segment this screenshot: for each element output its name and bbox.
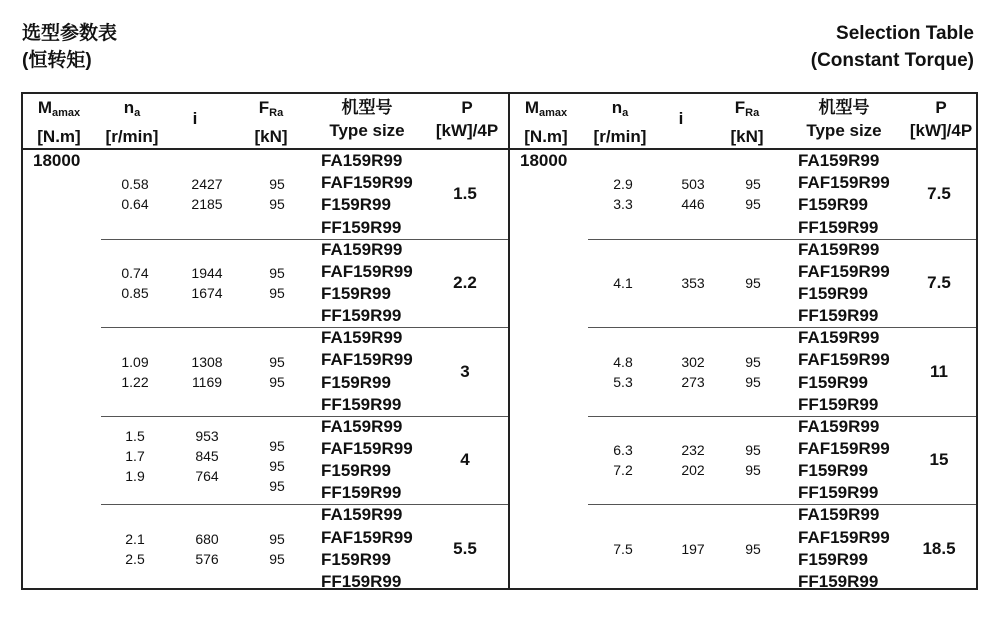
type-size-list <box>321 327 413 416</box>
type-size: F159R99 <box>798 195 868 215</box>
type-size: F159R99 <box>798 461 868 481</box>
col-i-values <box>185 426 229 486</box>
i-value: 1308 <box>191 353 223 370</box>
power-value: 7.5 <box>927 184 951 204</box>
type-size-list <box>321 504 413 593</box>
m-unit: [N.m] <box>37 127 81 146</box>
f-value: 95 <box>269 373 285 390</box>
col-n-values <box>113 174 157 214</box>
n-value: 4.8 <box>613 353 633 370</box>
center-divider <box>508 94 510 588</box>
type-size: FAF159R99 <box>321 261 413 281</box>
n-value: 5.3 <box>613 373 633 390</box>
type-size: FAF159R99 <box>798 261 890 281</box>
n-value: 1.9 <box>125 468 145 485</box>
type-size: FF159R99 <box>798 394 879 414</box>
type-size: FA159R99 <box>798 328 880 348</box>
group-separator <box>588 416 976 417</box>
f-value: 95 <box>745 540 761 557</box>
n-unit: [r/min] <box>593 127 647 146</box>
power-value: 11 <box>930 361 948 381</box>
type-size-list <box>321 239 413 328</box>
col-i-values <box>671 273 715 293</box>
type-size: FF159R99 <box>798 572 879 591</box>
col-f-values <box>255 436 299 496</box>
col-i-values <box>671 174 715 214</box>
i-value: 197 <box>681 540 705 557</box>
i-value: 953 <box>195 428 219 445</box>
f-value: 95 <box>269 478 285 495</box>
type-size: FF159R99 <box>321 394 402 414</box>
type-cn: 机型号 <box>818 98 870 117</box>
power-value: 3 <box>460 361 470 381</box>
i-value: 1169 <box>191 373 223 390</box>
group-separator <box>101 504 508 505</box>
type-size: FA159R99 <box>798 239 880 259</box>
n-value: 2.9 <box>613 176 633 193</box>
n-value: 0.85 <box>121 284 149 301</box>
m-symbol: M <box>524 98 540 117</box>
col-i-values <box>185 529 229 569</box>
type-size: FA159R99 <box>321 151 403 170</box>
type-size-list <box>321 416 413 505</box>
f-value: 95 <box>269 196 285 213</box>
power-value: 15 <box>929 450 949 470</box>
col-n-values <box>113 529 157 569</box>
n-symbol: n <box>123 98 135 117</box>
type-size: F159R99 <box>321 372 391 392</box>
power-value: 4 <box>460 450 470 470</box>
i-value: 680 <box>195 530 219 547</box>
n-value: 1.7 <box>125 448 145 465</box>
i-value: 232 <box>681 442 705 459</box>
i-value: 2185 <box>191 196 223 213</box>
col-header-p <box>901 96 981 142</box>
title-cn-line1: 选型参数表 <box>22 23 118 44</box>
type-size-list <box>798 327 890 416</box>
col-n-values <box>113 352 157 392</box>
col-f-values <box>731 352 775 392</box>
type-size: FAF159R99 <box>798 173 890 193</box>
f-value: 95 <box>269 438 285 455</box>
group-separator <box>588 327 976 328</box>
title-chinese <box>22 20 117 74</box>
col-i-values <box>185 174 229 214</box>
type-size: FAF159R99 <box>321 350 413 370</box>
title-cn-line2: (恒转矩) <box>22 50 92 71</box>
f-value: 95 <box>269 458 285 475</box>
i-value: 503 <box>681 176 705 193</box>
m-unit: [N.m] <box>524 127 568 146</box>
f-value: 95 <box>269 550 285 567</box>
n-value: 0.64 <box>121 196 149 213</box>
type-en: Type size <box>329 121 405 140</box>
type-en: Type size <box>806 121 882 140</box>
n-subscript: a <box>622 107 629 119</box>
col-header-n <box>97 96 167 148</box>
group-separator <box>101 416 508 417</box>
type-size-list <box>321 150 413 239</box>
type-size: F159R99 <box>321 195 391 215</box>
group-separator <box>588 239 976 240</box>
n-value: 7.2 <box>613 462 633 479</box>
type-size: FAF159R99 <box>798 350 890 370</box>
title-english <box>811 20 974 74</box>
i-value: 1674 <box>191 284 223 301</box>
type-size: FF159R99 <box>321 572 402 591</box>
i-value: 1944 <box>191 264 223 281</box>
f-value: 95 <box>269 353 285 370</box>
type-size: F159R99 <box>798 284 868 303</box>
col-header-type <box>794 96 894 142</box>
col-f-values <box>255 174 299 214</box>
type-size-list <box>798 504 890 593</box>
col-f-values <box>731 273 775 293</box>
col-f-values <box>731 539 775 559</box>
i-value: 2427 <box>191 176 223 193</box>
f-unit: [kN] <box>730 127 764 146</box>
type-size: FAF159R99 <box>798 527 890 547</box>
power-value: 7.5 <box>927 272 951 292</box>
type-size: FF159R99 <box>321 217 402 237</box>
n-value: 1.5 <box>125 428 145 445</box>
p-symbol: P <box>461 98 473 117</box>
type-size: FA159R99 <box>798 505 880 525</box>
col-f-values <box>255 529 299 569</box>
p-unit: [kW]/4P <box>909 121 973 140</box>
m-subscript: amax <box>52 107 81 119</box>
power-value: 2.2 <box>453 272 477 292</box>
col-i-values <box>671 440 715 480</box>
col-header-type <box>317 96 417 142</box>
type-size: FAF159R99 <box>321 439 413 458</box>
type-size: F159R99 <box>798 549 868 569</box>
type-size: FF159R99 <box>798 306 879 326</box>
type-cn: 机型号 <box>341 98 393 117</box>
col-header-m <box>514 96 578 148</box>
n-value: 1.09 <box>121 353 149 370</box>
f-value: 95 <box>745 274 761 291</box>
n-symbol: n <box>611 98 623 117</box>
f-value: 95 <box>269 264 285 281</box>
power-value: 1.5 <box>453 184 477 204</box>
f-subscript: Ra <box>269 107 284 119</box>
type-size: FA159R99 <box>321 416 403 436</box>
f-unit: [kN] <box>254 127 288 146</box>
type-size: FF159R99 <box>321 306 402 326</box>
f-value: 95 <box>745 462 761 479</box>
power-value: 5.5 <box>453 538 477 558</box>
col-n-values <box>601 352 645 392</box>
col-i-values <box>671 352 715 392</box>
f-symbol: F <box>258 98 270 117</box>
i-symbol: i <box>678 109 684 128</box>
type-size: FA159R99 <box>321 505 403 525</box>
f-value: 95 <box>269 530 285 547</box>
type-size: FA159R99 <box>798 416 880 436</box>
power-value: 18.5 <box>922 538 956 558</box>
type-size: F159R99 <box>321 284 391 303</box>
type-size: FF159R99 <box>798 483 879 503</box>
n-value: 0.74 <box>121 264 149 281</box>
n-value: 3.3 <box>613 196 633 213</box>
torque-value: 18000 <box>33 151 81 170</box>
group-separator <box>101 327 508 328</box>
n-value: 0.58 <box>121 176 149 193</box>
m-symbol: M <box>37 98 53 117</box>
col-n-values <box>601 440 645 480</box>
type-size: FF159R99 <box>321 483 402 503</box>
col-n-values <box>601 174 645 214</box>
col-i-values <box>185 352 229 392</box>
f-value: 95 <box>269 284 285 301</box>
col-n-values <box>113 263 157 303</box>
type-size: FAF159R99 <box>798 439 890 458</box>
type-size-list <box>798 416 890 505</box>
type-size: F159R99 <box>321 461 391 481</box>
col-header-i <box>175 96 215 130</box>
type-size-list <box>798 239 890 328</box>
n-value: 4.1 <box>613 274 633 291</box>
col-f-values <box>255 263 299 303</box>
i-value: 302 <box>681 353 705 370</box>
type-size: FAF159R99 <box>321 527 413 547</box>
i-value: 353 <box>681 274 705 291</box>
selection-table <box>21 92 978 590</box>
f-value: 95 <box>745 176 761 193</box>
col-n-values <box>601 539 645 559</box>
col-f-values <box>731 440 775 480</box>
i-value: 845 <box>195 448 219 465</box>
col-header-f <box>251 96 291 148</box>
f-subscript: Ra <box>745 107 760 119</box>
title-en-line1: Selection Table <box>836 23 974 44</box>
i-value: 202 <box>681 462 705 479</box>
n-unit: [r/min] <box>105 127 159 146</box>
p-symbol: P <box>935 98 947 117</box>
type-size: FA159R99 <box>321 328 403 348</box>
type-size: FAF159R99 <box>321 173 413 193</box>
group-separator <box>588 504 976 505</box>
f-symbol: F <box>734 98 746 117</box>
col-n-values <box>601 273 645 293</box>
title-en-line2: (Constant Torque) <box>810 50 974 71</box>
col-i-values <box>185 263 229 303</box>
type-size: FF159R99 <box>798 217 879 237</box>
type-size-list <box>798 150 890 239</box>
group-separator <box>101 239 508 240</box>
i-value: 576 <box>195 550 219 567</box>
col-n-values <box>113 426 157 486</box>
f-value: 95 <box>745 442 761 459</box>
n-value: 2.1 <box>125 530 145 547</box>
type-size: FA159R99 <box>321 239 403 259</box>
torque-value: 18000 <box>520 151 568 170</box>
col-f-values <box>255 352 299 392</box>
f-value: 95 <box>745 353 761 370</box>
col-header-f <box>727 96 767 148</box>
col-f-values <box>731 174 775 214</box>
col-header-n <box>585 96 655 148</box>
m-subscript: amax <box>539 107 568 119</box>
col-header-m <box>27 96 91 148</box>
i-symbol: i <box>192 109 198 128</box>
type-size: FA159R99 <box>798 151 880 170</box>
n-value: 1.22 <box>121 373 149 390</box>
p-unit: [kW]/4P <box>435 121 499 140</box>
col-header-p <box>427 96 507 142</box>
f-value: 95 <box>269 176 285 193</box>
i-value: 273 <box>681 373 705 390</box>
type-size: F159R99 <box>798 372 868 392</box>
n-value: 7.5 <box>613 540 633 557</box>
n-subscript: a <box>134 107 141 119</box>
i-value: 446 <box>681 196 705 213</box>
f-value: 95 <box>745 373 761 390</box>
type-size: F159R99 <box>321 549 391 569</box>
n-value: 6.3 <box>613 442 633 459</box>
col-i-values <box>671 539 715 559</box>
col-header-i <box>661 96 701 130</box>
f-value: 95 <box>745 196 761 213</box>
n-value: 2.5 <box>125 550 145 567</box>
i-value: 764 <box>195 468 219 485</box>
